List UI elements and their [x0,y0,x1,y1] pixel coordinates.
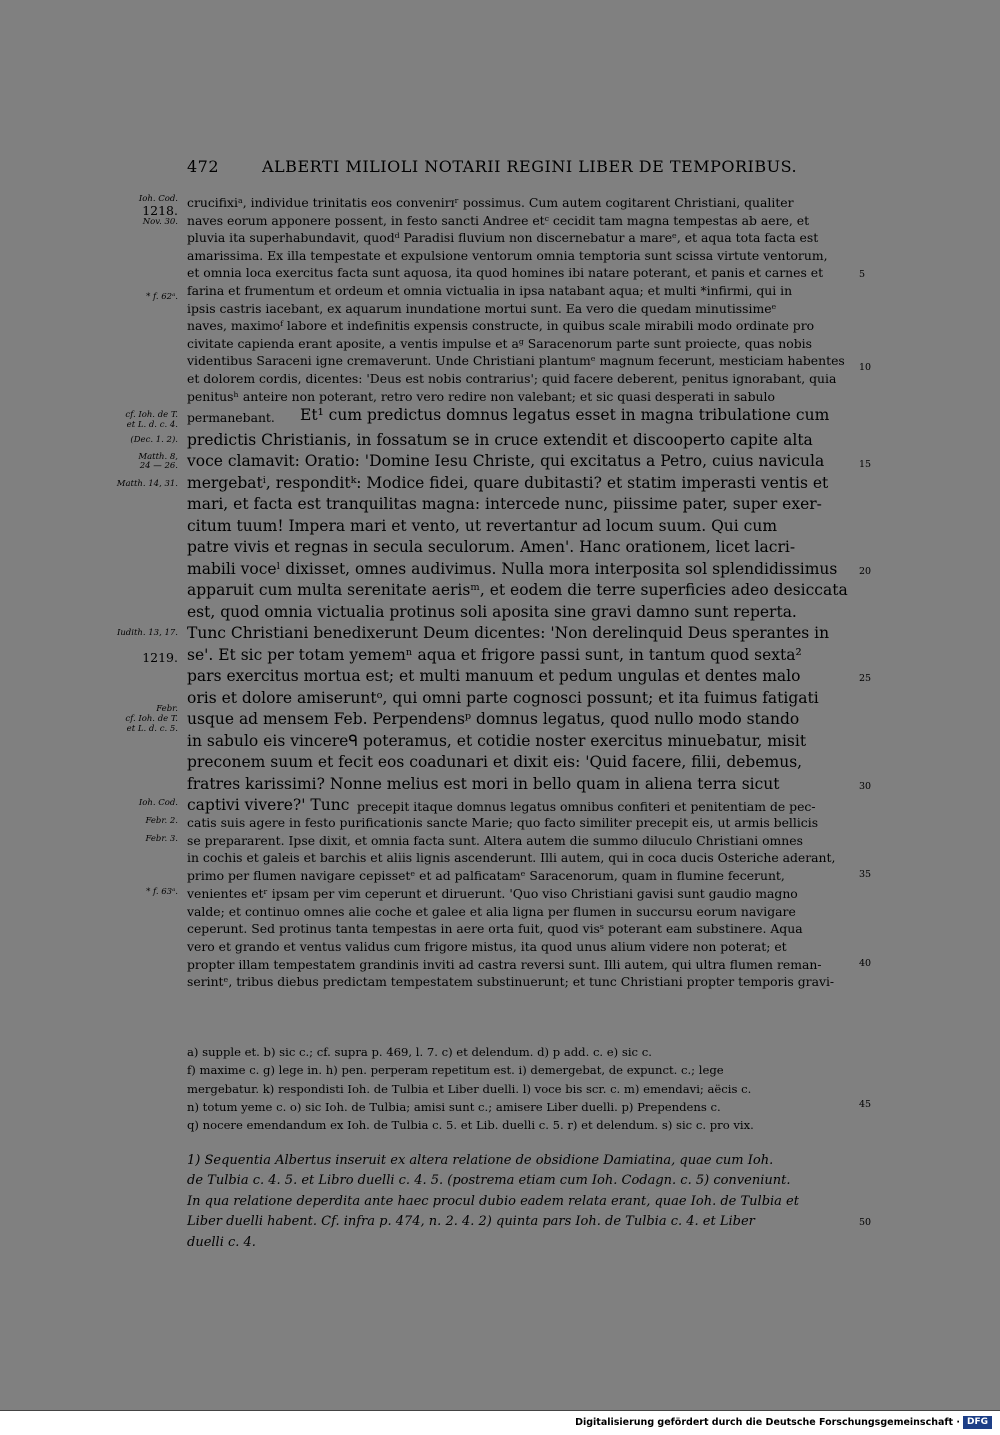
text-line: primo per flumen navigare cepissetᵉ et ad palficatamᵉ Saracenorum, quam in flumine fecerunt, [187,868,785,883]
text-line: crucifixiᵃ, individue trinitatis eos convenirɪʳ possimus. Cum autem cogitarent Christiani, qualiter [187,195,794,210]
text-line: patre vivis et regnas in secula seculorum. Amen'. Hanc orationem, licet lacri- [187,538,796,556]
page-number: 472 [187,157,220,176]
text-line: amarissima. Ex illa tempestate et expulsione ventorum omnia temptoria sunt scissa virtute ventorum, [187,248,828,263]
text-line: Tunc Christiani benedixerunt Deum dicentes: 'Non derelinquid Deus sperantes in [187,624,830,642]
text-line: mari, et facta est tranquilitas magna: intercede nunc, piissime pater, super exer- [187,495,822,513]
text-line: usque ad mensem Feb. Perpendensᵖ domnus legatus, quod nullo modo stando [187,710,800,728]
margin-note: Ioh. Cod. [138,194,178,204]
footnote-line: q) nocere emendandum ex Ioh. de Tulbia c. 5. et Lib. duelli c. 5. r) et delendum. s) sic c. pro vix. [187,1118,754,1132]
text-line: captivi vivere?' Tunc precepit itaque domnus legatus omnibus confiteri et penitentiam de pec- [187,795,349,817]
text-line: voce clamavit: Oratio: 'Domine Iesu Christe, qui excitatus a Petro, cuius navicula [187,452,825,470]
digitization-footer [0,1410,1000,1435]
line-number: 50 [859,1217,872,1228]
text-line: in sabulo eis vincereᑫ poteramus, et cotidie noster exercitus minuebatur, misit [187,732,807,750]
margin-note: et L. d. c. 5. [126,724,178,734]
text-line: se prepararent. Ipse dixit, et omnia facta sunt. Altera autem die summo diluculo Christiani omnes [187,833,803,848]
margin-note: Nov. 30. [142,217,178,227]
text-line: videntibus Saraceni igne cremaverunt. Unde Christiani plantumᵉ magnum fecerunt, mesticiam habentes [187,353,845,368]
line-number: 5 [859,269,866,280]
funding-notice: Digitalisierung gefördert durch die Deutsche Forschungsgemeinschaft · [575,1417,960,1428]
text-line: predictis Christianis, in fossatum se in cruce extendit et discooperto capite alta [187,431,813,449]
text-line: et dolorem cordis, dicentes: 'Deus est nobis contrarius'; quid facere deberent, penitus ignorabant, quia [187,371,837,386]
text-line: farina et frumentum et ordeum et omnia victualia in ipsa natabant aqua; et multi *infirmi, qui in [187,283,793,298]
line-number: 30 [859,781,872,792]
margin-note: cf. Ioh. de T. [125,410,178,420]
text-line: oris et dolore amiseruntᵒ, qui omni parte cognosci possunt; et ita fuimus fatigati [187,689,819,707]
margin-note: Iudith. 13, 17. [116,628,178,638]
text-line: citum tuum! Impera mari et vento, ut revertantur ad locum suum. Qui cum [187,517,778,535]
text-line: venientes etʳ ipsam per vim ceperunt et diruerunt. 'Quo viso Christiani gavisi sunt gaudio magno [187,886,798,901]
text-line: preconem suum et fecit eos coadunari et dixit eis: 'Quid facere, filii, debemus, [187,753,803,771]
text-line: fratres karissimi? Nonne melius est mori in bello quam in aliena terra sicut [187,775,780,793]
line-number: 40 [859,958,872,969]
footnote-line: Liber duelli habent. Cf. infra p. 474, n. 2. 4. 2) quinta pars Ioh. de Tulbia c. 4. et Liber [187,1214,755,1229]
margin-note: Ioh. Cod. [138,798,178,808]
text-line: valde; et continuo omnes alie coche et galee et alia ligna per flumen in succursu eorum navigare [187,904,796,919]
margin-note: Febr. 2. [145,816,178,826]
footnote-line: In qua relatione deperdita ante haec procul dubio eadem relata erant, quae Ioh. de Tulbia et [187,1194,799,1209]
footnote-line: mergebatur. k) respondisti Ioh. de Tulbia et Liber duelli. l) voce bis scr. c. m) emendavi; aëcis c. [187,1082,752,1096]
text-line: et omnia loca exercitus facta sunt aquosa, ita quod homines ibi natare poterant, et panis et carnes et [187,265,824,280]
footnote-line: a) supple et. b) sic c.; cf. supra p. 469, l. 7. c) et delendum. d) p add. c. e) sic c. [187,1045,652,1059]
line-number: 10 [859,362,872,373]
margin-note: 1218. [142,203,178,218]
footnote-line: de Tulbia c. 4. 5. et Libro duelli c. 4. 5. (postrema etiam cum Ioh. Codagn. c. 5) conveniunt. [187,1173,791,1188]
footnote-line: f) maxime c. g) lege in. h) pen. perperam repetitum est. i) demergebat, de expunct. c.; lege [187,1063,724,1077]
text-line: civitate capienda erant aposite, a ventis impulse et aᵍ Saracenorum parte sunt proiecte, quas nobis [187,336,812,351]
margin-note: Matth. 14, 31. [116,479,178,489]
line-number: 20 [859,566,872,577]
line-number: 45 [859,1099,872,1110]
margin-note: Febr. [156,704,178,714]
text-line: in cochis et galeis et barchis et aliis lignis ascenderunt. Illi autem, qui in coca ducis Osteriche aderant, [187,850,836,865]
text-line: est, quod omnia victualia protinus soli aposita sine gravi damno sunt reperta. [187,603,797,621]
dfg-logo: DFG [963,1416,992,1429]
text-line: mabili voceˡ dixisset, omnes audivimus. Nulla mora interposita sol splendidissimus [187,560,838,578]
footnote-line: duelli c. 4. [187,1235,256,1250]
margin-note: cf. Ioh. de T. [125,714,178,724]
margin-note: 24 — 26. [139,461,178,471]
text-line: pluvia ita superhabundavit, quodᵈ Paradisi fluvium non discernebatur a mareᵉ, et aqua tota facta est [187,230,819,245]
text-line: naves eorum apponere possent, in festo sancti Andree etᶜ cecidit tam magna tempestas ab aere, et [187,213,810,228]
margin-note: Matth. 8, [138,452,178,462]
text-line: vero et grando et ventus validus cum frigore mistus, ita quod unus alium videre non poterat; et [187,939,787,954]
text-line: catis suis agere in festo purificationis sancte Marie; quo facto similiter precepit eis, ut armis bellicis [187,815,819,830]
line-number: 35 [859,869,872,880]
text-line: mergebatⁱ, responditᵏ: Modice fidei, quare dubitasti? et statim imperasti ventis et [187,474,829,492]
text-line: serintᵉ, tribus diebus predictam tempestatem substinuerunt; et tunc Christiani propter temporis gravi- [187,974,835,989]
text-line: se'. Et sic per totam yememⁿ aqua et frigore passi sunt, in tantum quod sexta² [187,646,802,664]
footnote-line: n) totum yeme c. o) sic Ioh. de Tulbia; amisi sunt c.; amisere Liber duelli. p) Prependens c. [187,1100,721,1114]
running-title: ALBERTI MILIOLI NOTARII REGINI LIBER DE TEMPORIBUS. [262,157,798,176]
margin-note: Febr. 3. [145,834,178,844]
text-line: apparuit cum multa serenitate aerisᵐ, et eodem die terre superficies adeo desiccata [187,581,848,599]
text-line: permanebant. Et¹ cum predictus domnus legatus esset in magna tribulatione cum [187,406,830,425]
margin-note: et L. d. c. 4. [126,420,178,430]
margin-note: 1219. [142,650,178,665]
text-line: ipsis castris iacebant, ex aquarum inundatione mortui sunt. Ea vero die quedam minutissimeᵉ [187,301,777,316]
text-line-continuation: Et¹ cum predictus domnus legatus esset in magna tribulatione cum [300,406,830,424]
text-line: pars exercitus mortua est; et multi manuum et pedum ungulas et dentes malo [187,667,801,685]
text-line: naves, maximoᶠ labore et indefinitis expensis constructe, in quibus scale mirabili modo ordinate pro [187,318,815,333]
text-line: propter illam tempestatem grandinis inviti ad castra reversi sunt. Illi autem, qui ultra flumen reman- [187,957,822,972]
text-line: ceperunt. Sed protinus tanta tempestas in aere orta fuit, quod visˢ poterant eam substinere. Aqua [187,921,803,936]
text-line-continuation: precepit itaque domnus legatus omnibus confiteri et penitentiam de pec- [357,799,816,814]
line-number: 25 [859,673,872,684]
running-header [187,157,853,179]
margin-note: * f. 63ᵃ. [146,887,178,897]
text-line: penitusʰ anteire non poterant, retro vero redire non valebant; et sic quasi desperati in sabulo [187,389,775,404]
margin-note: (Dec. 1. 2). [130,435,178,445]
footnote-line: 1) Sequentia Albertus inseruit ex altera relatione de obsidione Damiatina, quae cum Ioh. [187,1153,774,1168]
line-number: 15 [859,459,872,470]
margin-note: * f. 62ᵃ. [146,292,178,302]
